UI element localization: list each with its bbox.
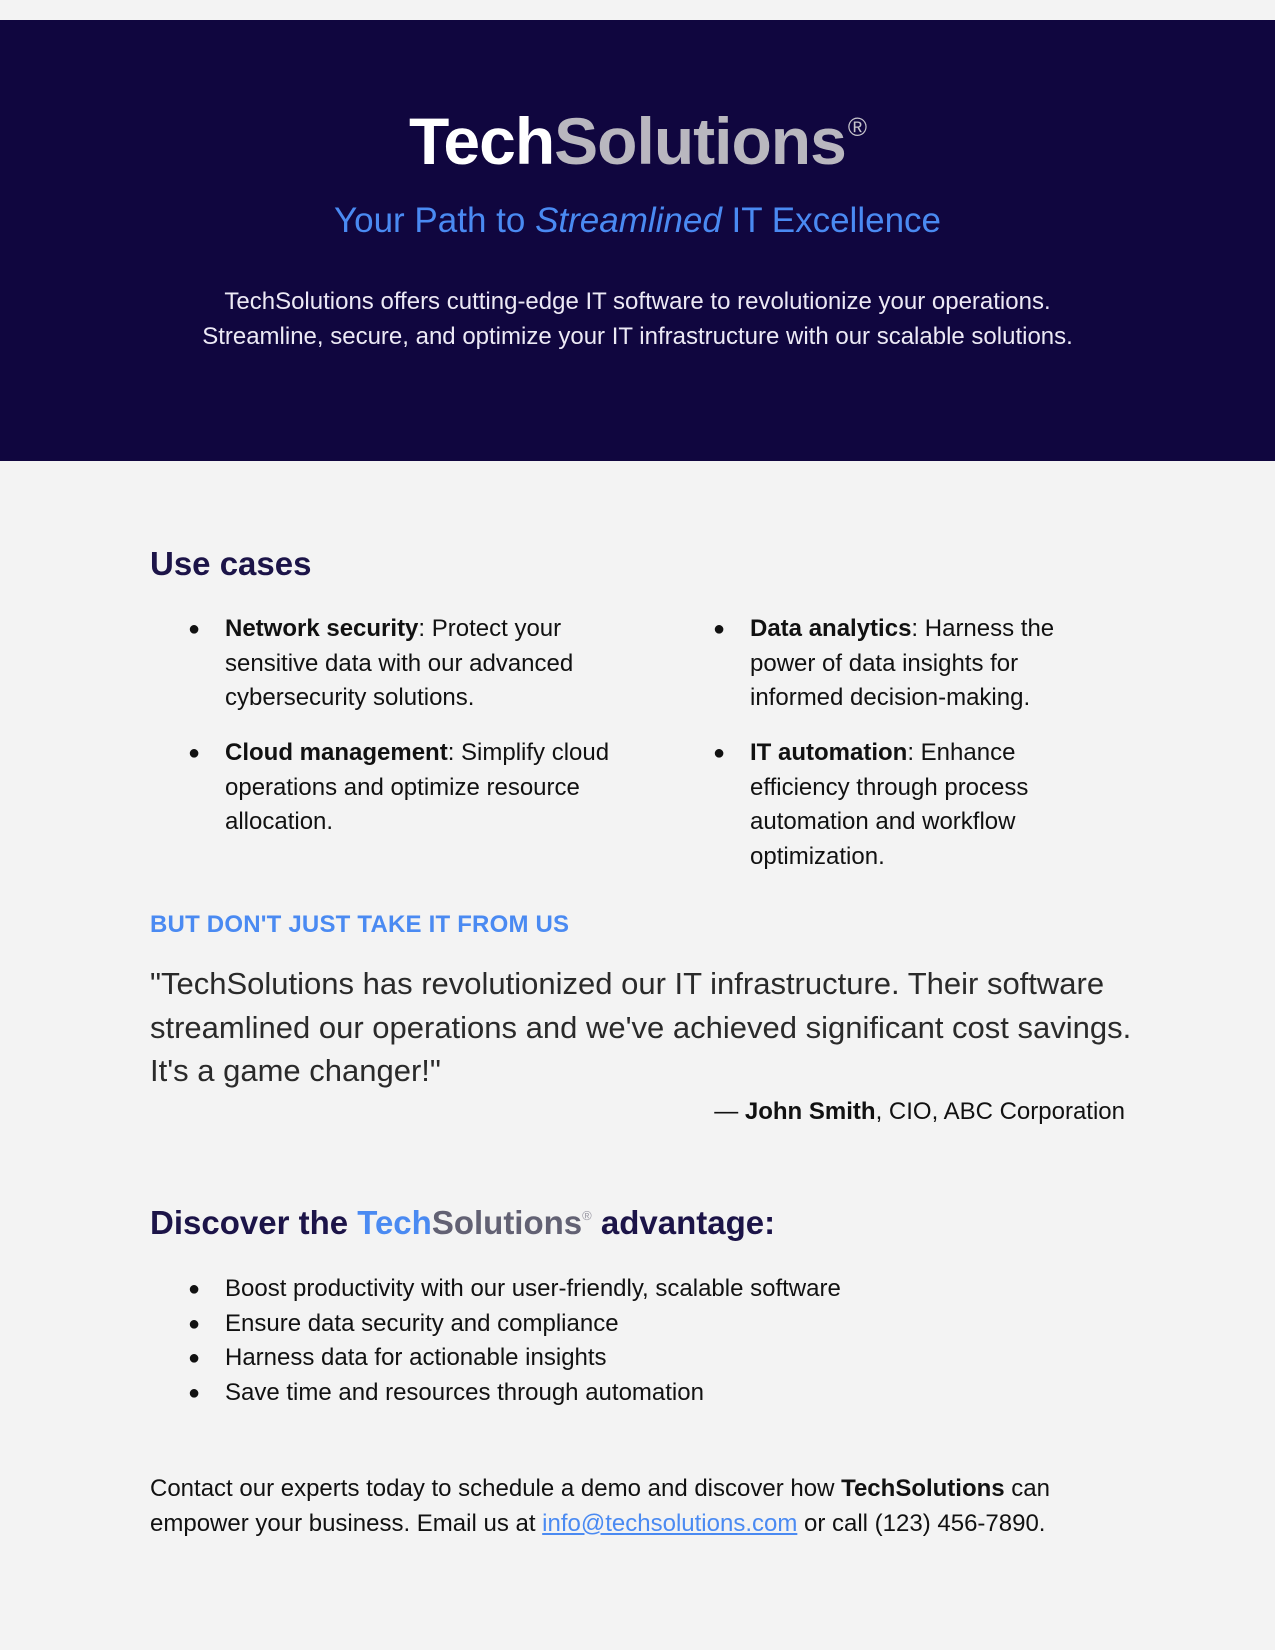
use-case-text: : Enhance efficiency through process automation and workflow optimization.: [750, 739, 1029, 870]
use-case-item: [713, 736, 1060, 874]
list-item: [188, 1307, 841, 1342]
testimonial-label: BUT DON'T JUST TAKE IT FROM US: [150, 911, 570, 938]
tagline-pre: Your Path to: [333, 201, 536, 240]
list-item-text: Boost productivity with our user-friendly, scalable software: [225, 1275, 841, 1302]
hero-description: [150, 284, 1125, 354]
bullet-icon: ●: [188, 618, 201, 640]
bullet-icon: ●: [713, 618, 726, 640]
attribution-dash: —: [714, 1098, 745, 1125]
list-item-text: Save time and resources through automation: [225, 1378, 704, 1406]
use-case-label: Network security: [225, 615, 419, 642]
contact-brand: TechSolutions: [841, 1475, 1005, 1502]
list-item-text: Ensure data security and compliance: [225, 1309, 619, 1337]
attribution-role: , CIO, ABC Corporation: [875, 1098, 1125, 1125]
list-item-text: Harness data for actionable insights: [225, 1344, 607, 1371]
use-cases-heading: Use cases: [150, 545, 312, 582]
use-case-item: [188, 736, 615, 840]
tagline-emphasis: Streamlined: [535, 201, 722, 240]
advantage-heading: [150, 1203, 1130, 1243]
bullet-icon: ●: [188, 1381, 201, 1404]
use-case-item: [188, 612, 615, 716]
brand-logo: [0, 104, 1275, 178]
hero-description-line-2: Streamline, secure, and optimize your IT infrastructure with our scalable solutions.: [202, 323, 1073, 350]
advantage-title-post: advantage:: [591, 1204, 776, 1241]
bullet-icon: ●: [713, 742, 726, 764]
list-item: [188, 1272, 841, 1307]
advantage-title-pre: Discover the: [150, 1204, 358, 1241]
list-item: [188, 1341, 841, 1376]
bullet-icon: ●: [188, 1312, 201, 1335]
use-case-label: Cloud management: [225, 739, 448, 766]
bullet-icon: ●: [188, 1278, 201, 1300]
use-case-text: : Harness the power of data insights for informed decision-making.: [750, 615, 1055, 711]
brand-part-tech: Tech: [409, 104, 555, 178]
hero-description-line-1: TechSolutions offers cutting-edge IT software to revolutionize your operations.: [224, 288, 1051, 315]
testimonial-attribution: [150, 1095, 1125, 1129]
use-case-item: [713, 612, 1070, 716]
advantage-registered-mark: ®: [582, 1208, 592, 1223]
contact-paragraph: [150, 1472, 1130, 1541]
attribution-name: John Smith: [744, 1098, 876, 1125]
hero-banner: [0, 20, 1275, 461]
use-case-text: : Simplify cloud operations and optimize resource allocation.: [225, 739, 610, 835]
brand-part-solutions: Solutions: [554, 104, 846, 178]
email-link[interactable]: info@techsolutions.com: [542, 1509, 798, 1537]
registered-mark: ®: [847, 112, 866, 142]
list-item: [188, 1376, 841, 1411]
use-case-label: IT automation: [750, 739, 908, 766]
contact-text-pre: Contact our experts today to schedule a demo and discover how: [150, 1475, 842, 1502]
tagline: [0, 200, 1275, 242]
testimonial-quote: "TechSolutions has revolutionized our IT infrastructure. Their software streamlined our operations and we've achieved significant cost savings. It's a game changer!": [150, 966, 1132, 1088]
bullet-icon: ●: [188, 1347, 201, 1369]
use-case-label: Data analytics: [750, 615, 912, 642]
advantage-brand-tech: Tech: [357, 1204, 432, 1241]
advantage-list: [188, 1272, 841, 1410]
use-case-text: : Protect your sensitive data with our advanced cybersecurity solutions.: [225, 615, 574, 711]
bullet-icon: ●: [188, 742, 201, 764]
advantage-brand-solutions: Solutions: [431, 1204, 583, 1241]
contact-text-post: or call (123) 456-7890.: [797, 1509, 1046, 1537]
contact-text-mid: can empower your business. Email us at: [150, 1475, 1051, 1537]
tagline-post: IT Excellence: [721, 201, 942, 240]
